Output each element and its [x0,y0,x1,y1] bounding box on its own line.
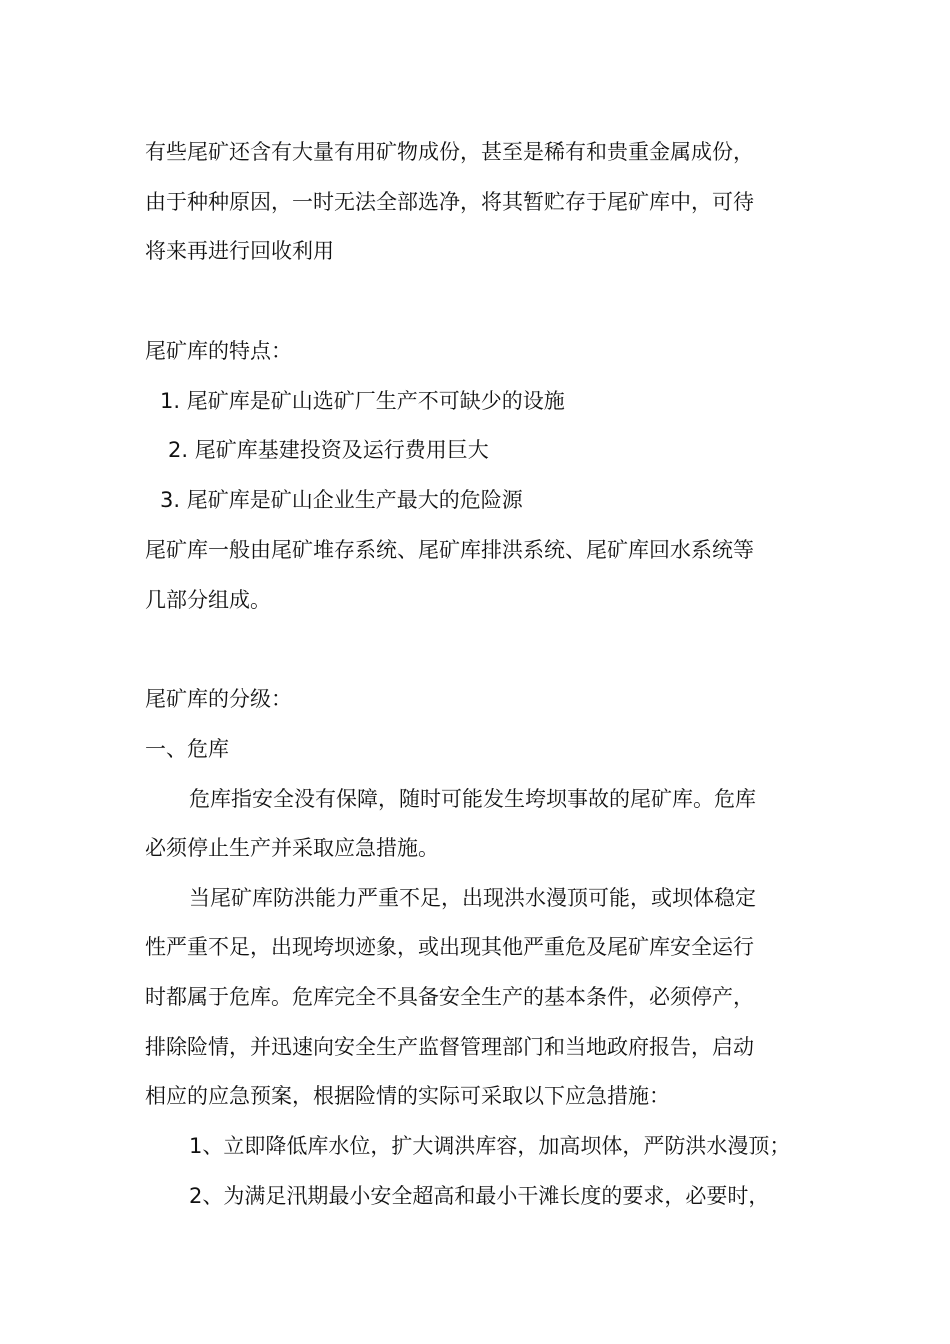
danger-detail-line-5: 相应的应急预案，根据险情的实际可采取以下应急措施： [145,1084,670,1108]
intro-line-3: 将来再进行回收利用 [145,239,334,263]
feature-item-2: 2. 尾矿库基建投资及运行费用巨大 [168,438,489,462]
composition-line-1: 尾矿库一般由尾矿堆存系统、尾矿库排洪系统、尾矿库回水系统等 [145,538,754,562]
intro-line-1: 有些尾矿还含有大量有用矿物成份，甚至是稀有和贵重金属成份， [145,140,754,164]
composition-line-2: 几部分组成。 [145,588,271,612]
measure-item-2: 2、为满足汛期最小安全超高和最小干滩长度的要求，必要时， [189,1184,770,1208]
feature-item-3: 3. 尾矿库是矿山企业生产最大的危险源 [160,488,523,512]
danger-detail-line-2: 性严重不足，出现垮坝迹象，或出现其他严重危及尾矿库安全运行 [145,935,754,959]
features-heading: 尾矿库的特点： [145,339,292,363]
danger-def-line-1: 危库指安全没有保障，随时可能发生垮坝事故的尾矿库。危库 [189,787,756,811]
danger-detail-line-1: 当尾矿库防洪能力严重不足，出现洪水漫顶可能，或坝体稳定 [189,886,756,910]
measure-item-1: 1、立即降低库水位，扩大调洪库容，加高坝体，严防洪水漫顶； [189,1134,791,1158]
level-one-heading: 一、危库 [145,737,229,761]
danger-detail-line-4: 排除险情，并迅速向安全生产监督管理部门和当地政府报告，启动 [145,1035,754,1059]
classification-heading: 尾矿库的分级： [145,687,292,711]
danger-detail-line-3: 时都属于危库。危库完全不具备安全生产的基本条件，必须停产， [145,985,754,1009]
danger-def-line-2: 必须停止生产并采取应急措施。 [145,836,439,860]
intro-line-2: 由于种种原因，一时无法全部选净，将其暂贮存于尾矿库中，可待 [145,190,754,214]
feature-item-1: 1. 尾矿库是矿山选矿厂生产不可缺少的设施 [160,389,565,413]
